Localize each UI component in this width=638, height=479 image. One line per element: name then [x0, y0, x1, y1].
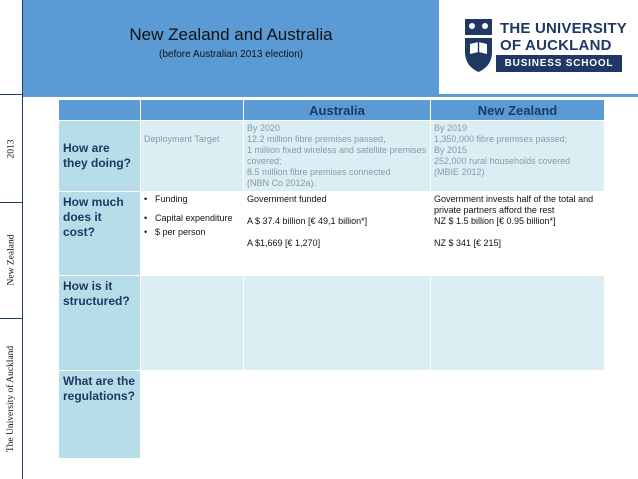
sidebar-label-university: The University of Auckland: [6, 345, 17, 453]
sidebar-label-country: New Zealand: [6, 234, 16, 286]
logo-text-line1: THE UNIVERSITY: [500, 20, 627, 37]
row-label-doing: How are they doing?: [59, 121, 141, 192]
empty-cell: [244, 276, 431, 371]
row-label-regulations: What are the regulations?: [59, 371, 141, 459]
cell-nz-cost: Government invests half of the total and private partners afford the rest NZ $ 1.5 billion [€ 0.95 billion*] NZ $ 341 [€ 215]: [431, 192, 605, 276]
list-item: • Capital expenditure: [144, 213, 240, 224]
university-crest-icon: [464, 18, 493, 73]
cell-cost-items: [141, 192, 244, 276]
empty-cell: [141, 276, 244, 371]
cell-deployment-target: Deployment Target: [141, 121, 244, 192]
cell-australia-target: By 2020 12.2 million fibre premises passed, 1 million fixed wireless and satellite premises covered; 8.5 million fibre premises connected (NBN Co 2012a).: [244, 121, 431, 192]
table-header-row: [59, 100, 605, 121]
empty-cell: [431, 276, 605, 371]
title-banner: [23, 0, 439, 94]
cell-australia-cost: Government funded A $ 37.4 billion [€ 49,1 billion*] A $1,669 [€ 1,270]: [244, 192, 431, 276]
table-row: [59, 192, 605, 276]
empty-cell: [141, 371, 244, 459]
list-item: • Funding: [144, 194, 240, 205]
empty-cell: [244, 371, 431, 459]
header-new-zealand: New Zealand: [431, 100, 605, 121]
logo-business-school: BUSINESS SCHOOL: [496, 55, 622, 72]
logo-text-line2: OF AUCKLAND: [500, 37, 612, 54]
header-australia: Australia: [244, 100, 431, 121]
slide-title: New Zealand and Australia: [129, 25, 333, 44]
empty-cell: [431, 371, 605, 459]
header-cell: [141, 100, 244, 121]
table-row: [59, 371, 605, 459]
row-label-structure: How is it structured?: [59, 276, 141, 371]
sidebar-divider: [0, 94, 22, 95]
row-label-cost: How much does it cost?: [59, 192, 141, 276]
list-item: • $ per person: [144, 227, 240, 238]
header-cell: [59, 100, 141, 121]
table-row: [59, 276, 605, 371]
comparison-table: [58, 99, 605, 459]
table-row: [59, 121, 605, 192]
sidebar-label-year: 2013: [6, 139, 16, 159]
cell-nz-target: By 2019 1,350,000 fibre premises passed; By 2015 252,000 rural households covered (MBIE 2012): [431, 121, 605, 192]
header-rule: [23, 94, 638, 97]
slide-subtitle: (before Australian 2013 election): [159, 49, 303, 60]
